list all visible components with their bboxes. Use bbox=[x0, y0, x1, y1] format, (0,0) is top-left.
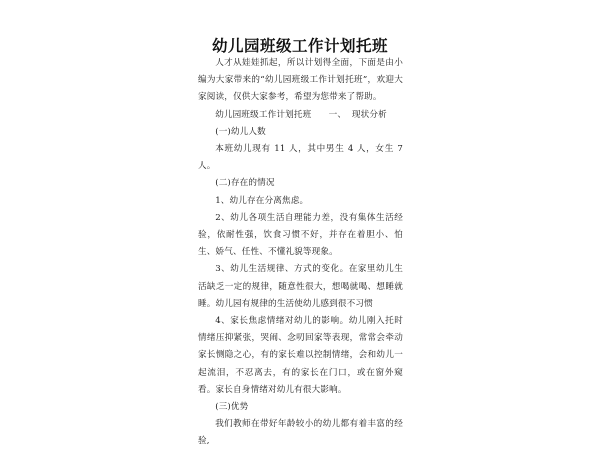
paragraph-sec-1: (一)幼儿人数 bbox=[215, 126, 266, 137]
paragraph-sec-3: (三)优势 bbox=[215, 402, 249, 413]
paragraph-heading-line: 幼儿园班级工作计划托班 一、 现状分析 bbox=[215, 109, 387, 120]
paragraph-sec-2: (二)存在的情况 bbox=[215, 178, 275, 189]
paragraph-sec-1-body: 本班幼儿现有 11 人，其中男生 4 人，女生 7 人。 bbox=[198, 144, 406, 172]
document-body bbox=[198, 55, 406, 451]
paragraph-item-2: 2、幼儿各项生活自理能力差，没有集体生活经验，依耐性强，饮食习惯不好，并存在着胆小、怕生、娇气、任性、不懂礼貌等现象。 bbox=[198, 212, 403, 258]
paragraph-intro: 人才从娃娃抓起，所以计划得全面，下面是由小编为大家带来的“幼儿园班级工作计划托班”，欢迎大家阅读，仅供大家参考，希望为您带来了帮助。 bbox=[198, 58, 403, 103]
paragraph-item-4: 4、家长焦虑情绪对幼儿的影响。幼儿刚入托时情绪压抑紧张，哭闹、念叨回家等表现，常常会牵动家长恻隐之心，有的家长难以控制情绪，会和幼儿一起流泪，不忍离去，有的家长在门口，或在窗外窥看。家长自身情绪对幼儿有很大影响。 bbox=[198, 316, 403, 395]
paragraph-sec-3-body: 我们教师在带好年龄较小的幼儿都有着丰富的经验, bbox=[198, 419, 403, 447]
paragraph-item-1: 1、幼儿存在分离焦虑。 bbox=[215, 195, 309, 206]
paragraph-item-3: 3、幼儿生活规律、方式的变化。在家里幼儿生活缺乏一定的规律，随意性很大，想喝就喝、想睡就睡。幼儿园有规律的生活使幼儿感到很不习惯 bbox=[198, 264, 403, 309]
document-title: 幼儿园班级工作计划托班 bbox=[211, 37, 388, 55]
